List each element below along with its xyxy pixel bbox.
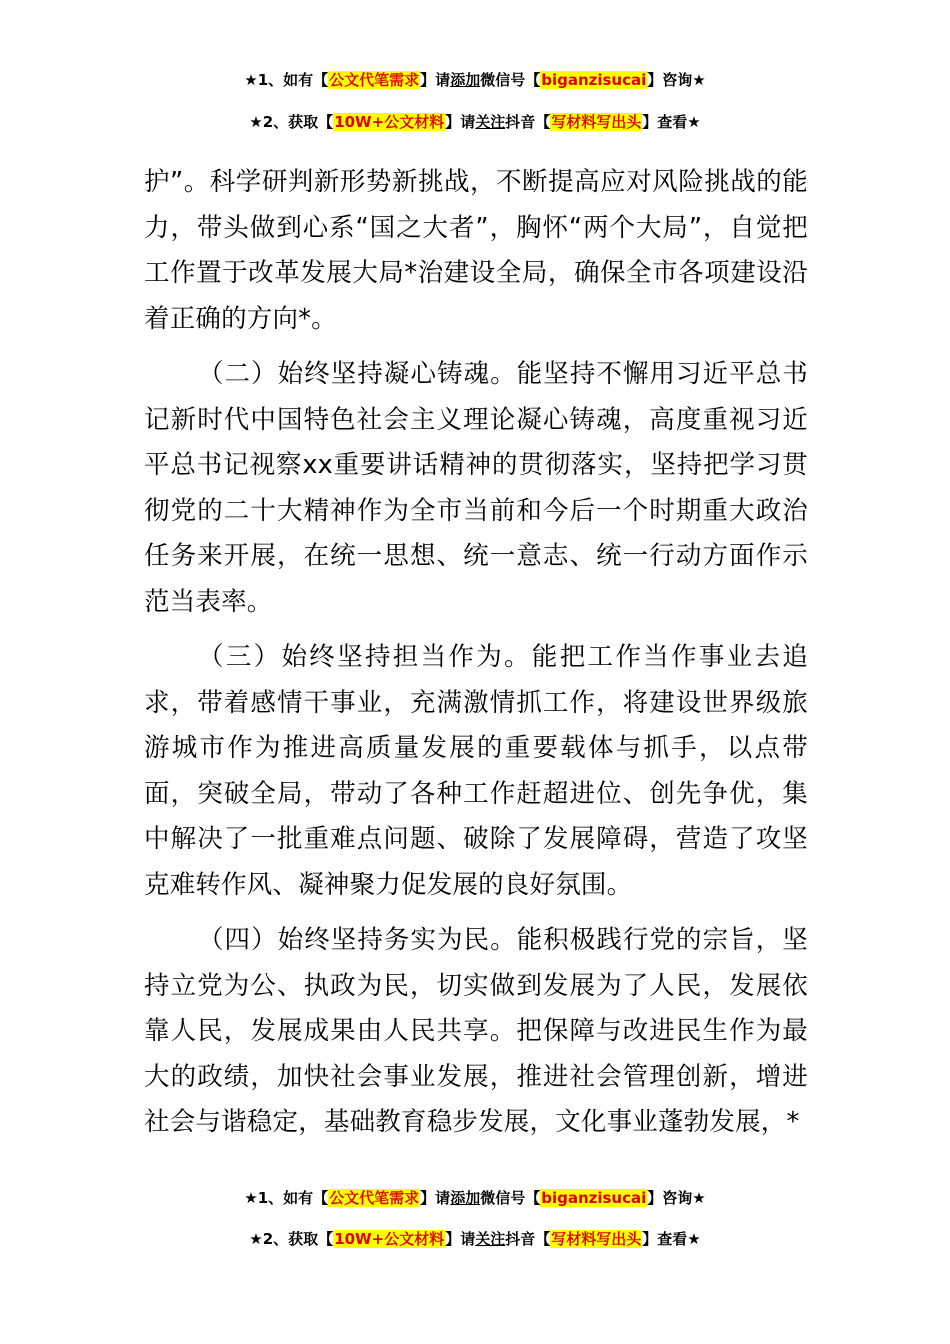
- document-body: [144, 160, 808, 1146]
- banner-text: ★1、如有【: [244, 1189, 329, 1207]
- paragraph-section-4: （四）始终坚持务实为民。能积极践行党的宗旨，坚持立党为公、执政为民，切实做到发展为了人民，发展依靠人民，发展成果由人民共享。把保障与改进民生作为最大的政绩，加快社会事业发展，推进社会管理创新，增进社会与谐稳定，基础教育稳步发展，文化事业蓬勃发展，*: [144, 925, 808, 1137]
- paragraph-continued: 护”。科学研判新形势新挑战，不断提高应对风险挑战的能力，带头做到心系“国之大者”，胸怀“两个大局”，自觉把工作置于改革发展大局*治建设全局，确保全市各项建设沿着正确的方向*。: [144, 167, 808, 334]
- underline-action: 添加: [450, 1189, 481, 1207]
- paragraph-section-2: （二）始终坚持凝心铸魂。能坚持不懈用习近平总书记新时代中国特色社会主义理论凝心铸魂，高度重视习近平总书记视察xx重要讲话精神的贯彻落实，坚持把学习贯彻党的二十大精神作为全市当前和今后一个时期重大政治任务来开展，在统一思想、统一意志、统一行动方面作示范当表率。: [144, 359, 808, 617]
- banner-text: 抖音【: [505, 113, 551, 131]
- banner-text: 微信号【: [480, 71, 541, 89]
- footer-banner-line-1: [0, 1186, 950, 1210]
- highlight-materials: 10W+公文材料: [334, 113, 445, 131]
- banner-text: 】请: [445, 1230, 476, 1248]
- banner-text: 】咨询★: [647, 71, 706, 89]
- underline-action: 关注: [475, 1230, 506, 1248]
- underline-action: 添加: [450, 71, 481, 89]
- banner-text: ★2、获取【: [249, 1230, 334, 1248]
- banner-text: 抖音【: [505, 1230, 551, 1248]
- banner-text: 】请: [420, 1189, 451, 1207]
- banner-text: 】请: [445, 113, 476, 131]
- banner-text: 】查看★: [642, 1230, 701, 1248]
- highlight-materials: 10W+公文材料: [334, 1230, 445, 1248]
- paragraph-section-3: （三）始终坚持担当作为。能把工作当作事业去追求，带着感情干事业，充满激情抓工作，将建设世界级旅游城市作为推进高质量发展的重要载体与抓手，以点带面，突破全局，带动了各种工作赶超进位、创先争优，集中解决了一批重难点问题、破除了发展障碍，营造了攻坚克难转作风、凝神聚力促发展的良好氛围。: [144, 642, 808, 900]
- highlight-service: 公文代笔需求: [329, 71, 420, 89]
- underline-action: 关注: [475, 113, 506, 131]
- banner-text: 】请: [420, 71, 451, 89]
- header-banner-line-1: [0, 68, 950, 92]
- header-banner-line-2: [0, 110, 950, 134]
- banner-text: ★2、获取【: [249, 113, 334, 131]
- highlight-douyin-id: 写材料写出头: [551, 113, 642, 131]
- highlight-wechat-id: biganzisucai: [541, 71, 647, 89]
- highlight-wechat-id: biganzisucai: [541, 1189, 647, 1207]
- banner-text: 】查看★: [642, 113, 701, 131]
- banner-text: 微信号【: [480, 1189, 541, 1207]
- footer-banner-line-2: [0, 1227, 950, 1251]
- banner-text: 】咨询★: [647, 1189, 706, 1207]
- highlight-douyin-id: 写材料写出头: [551, 1230, 642, 1248]
- banner-text: ★1、如有【: [244, 71, 329, 89]
- highlight-service: 公文代笔需求: [329, 1189, 420, 1207]
